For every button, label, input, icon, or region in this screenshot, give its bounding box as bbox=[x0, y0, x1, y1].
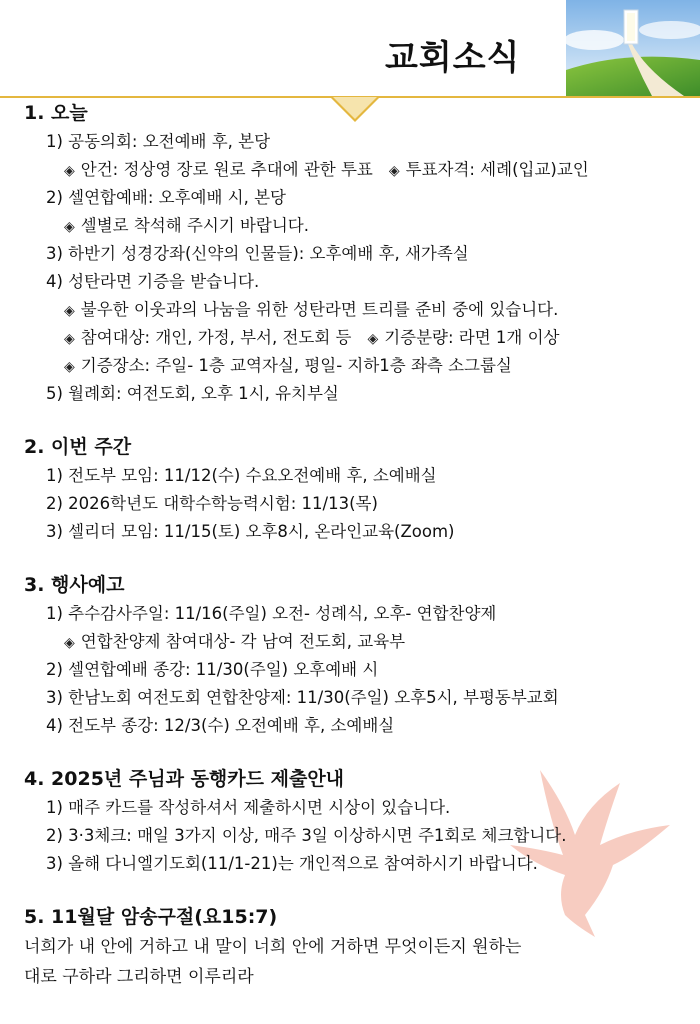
news-item: 3) 한남노회 여전도회 연합찬양제: 11/30(주일) 오후5시, 부평동부교회 bbox=[46, 688, 559, 707]
diamond-bullet-icon: ◈ bbox=[367, 331, 379, 347]
sub-item bbox=[64, 328, 351, 347]
church-news-list bbox=[0, 98, 700, 1016]
verse-line: 너희가 내 안에 거하고 내 말이 너희 안에 거하면 무엇이든지 원하는 bbox=[24, 937, 522, 957]
sub-item-text: 안건: 정상영 장로 원로 추대에 관한 투표 bbox=[80, 160, 373, 179]
sub-item bbox=[389, 160, 589, 179]
section-title: 3. 행사예고 bbox=[24, 574, 125, 596]
news-item: 1) 공동의회: 오전예배 후, 본당 bbox=[46, 132, 271, 151]
diamond-bullet-icon: ◈ bbox=[388, 163, 400, 179]
news-item: 2) 2026학년도 대학수학능력시험: 11/13(목) bbox=[46, 494, 378, 513]
news-section bbox=[0, 570, 700, 740]
section-title: 1. 오늘 bbox=[24, 102, 88, 124]
sub-item-text: 불우한 이웃과의 나눔을 위한 성탄라면 트리를 준비 중에 있습니다. bbox=[80, 300, 559, 319]
news-item: 4) 전도부 종강: 12/3(수) 오전예배 후, 소예배실 bbox=[46, 716, 395, 735]
news-item: 3) 하반기 성경강좌(신약의 인물들): 오후예배 후, 새가족실 bbox=[46, 244, 469, 263]
news-item: 3) 셀리더 모임: 11/15(토) 오후8시, 온라인교육(Zoom) bbox=[46, 522, 455, 541]
memory-verse bbox=[24, 932, 684, 992]
door-path-illustration bbox=[566, 0, 700, 96]
sub-item-row bbox=[64, 156, 700, 184]
news-section bbox=[0, 98, 700, 408]
news-item: 1) 전도부 모임: 11/12(수) 수요오전예배 후, 소예배실 bbox=[46, 466, 437, 485]
sub-item-row bbox=[64, 212, 700, 240]
news-item: 2) 셀연합예배: 오후예배 시, 본당 bbox=[46, 188, 286, 207]
sub-item-row bbox=[64, 324, 700, 352]
sub-item bbox=[367, 328, 559, 347]
verse-line: 대로 구하라 그리하면 이루리라 bbox=[24, 967, 254, 987]
section-title: 4. 2025년 주님과 동행카드 제출안내 bbox=[24, 768, 345, 790]
sub-item bbox=[64, 300, 558, 319]
sub-item-row bbox=[64, 296, 700, 324]
news-item: 4) 성탄라면 기증을 받습니다. bbox=[46, 272, 260, 291]
sub-item-text: 연합찬양제 참여대상- 각 남여 전도회, 교육부 bbox=[80, 632, 406, 651]
news-item: 3) 올해 다니엘기도회(11/1-21)는 개인적으로 참여하시기 바랍니다. bbox=[46, 854, 538, 873]
news-section bbox=[0, 902, 700, 992]
sub-item-text: 참여대상: 개인, 가정, 부서, 전도회 등 bbox=[80, 328, 352, 347]
sub-item-row bbox=[64, 352, 700, 380]
sub-item bbox=[64, 356, 512, 375]
sub-item bbox=[64, 216, 309, 235]
diamond-bullet-icon: ◈ bbox=[64, 635, 75, 651]
diamond-bullet-icon: ◈ bbox=[64, 359, 75, 375]
news-section bbox=[0, 432, 700, 546]
news-item: 5) 월례회: 여전도회, 오후 1시, 유치부실 bbox=[46, 384, 339, 403]
sub-item-text: 셀별로 착석해 주시기 바랍니다. bbox=[80, 216, 309, 235]
sub-item-text: 기증분량: 라면 1개 이상 bbox=[384, 328, 560, 347]
diamond-bullet-icon: ◈ bbox=[64, 303, 75, 319]
diamond-bullet-icon: ◈ bbox=[64, 331, 75, 347]
page-title: 교회소식 bbox=[385, 38, 521, 78]
news-section bbox=[0, 764, 700, 878]
sub-item bbox=[64, 632, 405, 651]
sub-item-text: 투표자격: 세례(입교)교인 bbox=[405, 160, 589, 179]
sub-item-row bbox=[64, 628, 700, 656]
sub-item bbox=[64, 160, 373, 179]
news-item: 1) 매주 카드를 작성하셔서 제출하시면 시상이 있습니다. bbox=[46, 798, 451, 817]
news-item: 2) 셀연합예배 종강: 11/30(주일) 오후예배 시 bbox=[46, 660, 379, 679]
news-item: 1) 추수감사주일: 11/16(주일) 오전- 성례식, 오후- 연합찬양제 bbox=[46, 604, 497, 623]
diamond-bullet-icon: ◈ bbox=[64, 163, 75, 179]
sub-item-text: 기증장소: 주일- 1층 교역자실, 평일- 지하1층 좌측 소그룹실 bbox=[80, 356, 512, 375]
section-title: 2. 이번 주간 bbox=[24, 436, 132, 458]
diamond-bullet-icon: ◈ bbox=[64, 219, 75, 235]
news-item: 2) 3·3체크: 매일 3가지 이상, 매주 3일 이상하시면 주1회로 체크합니다. bbox=[46, 826, 567, 845]
section-title: 5. 11월달 암송구절(요15:7) bbox=[24, 906, 278, 928]
